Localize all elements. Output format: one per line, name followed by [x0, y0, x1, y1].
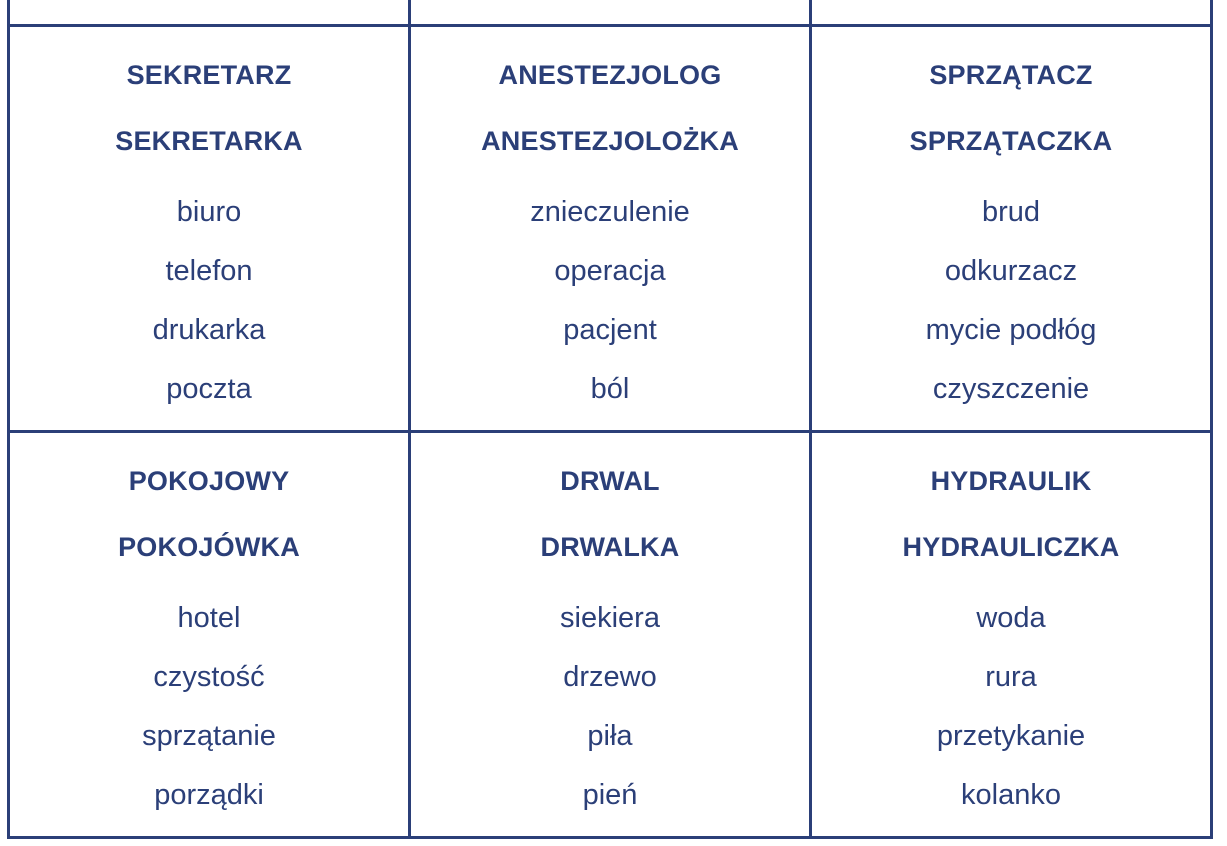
- word-item: biuro: [176, 196, 242, 228]
- masculine-title: SEKRETARZ: [126, 60, 292, 90]
- feminine-title: SPRZĄTACZKA: [909, 126, 1113, 156]
- empty-cell: [811, 0, 1212, 26]
- empty-cell: [9, 0, 410, 26]
- word-item: brud: [981, 196, 1041, 228]
- table-top-strip: [9, 0, 1212, 26]
- word-item: telefon: [165, 255, 253, 287]
- word-list: [10, 589, 408, 825]
- occupation-cell: [410, 26, 811, 432]
- word-list: [411, 589, 809, 825]
- word-item: znieczulenie: [530, 196, 690, 228]
- word-item: rura: [985, 661, 1037, 693]
- word-item: pień: [582, 779, 638, 811]
- occupation-cell: [811, 432, 1212, 838]
- occupation-cell: [410, 432, 811, 838]
- word-item: ból: [590, 373, 630, 405]
- word-item: czyszczenie: [932, 373, 1090, 405]
- feminine-title: SEKRETARKA: [115, 126, 303, 156]
- word-list: [10, 183, 408, 419]
- word-item: drukarka: [152, 314, 266, 346]
- word-list: [812, 183, 1210, 419]
- masculine-title: DRWAL: [560, 466, 660, 496]
- word-item: siekiera: [560, 602, 660, 634]
- feminine-title: ANESTEZJOLOŻKA: [481, 126, 739, 156]
- word-item: drzewo: [563, 661, 657, 693]
- masculine-title: POKOJOWY: [128, 466, 290, 496]
- word-item: przetykanie: [936, 720, 1086, 752]
- word-item: kolanko: [961, 779, 1061, 811]
- occupation-cell: [9, 432, 410, 838]
- word-item: hotel: [177, 602, 241, 634]
- feminine-title: DRWALKA: [540, 532, 680, 562]
- empty-cell: [410, 0, 811, 26]
- word-item: czystość: [153, 661, 265, 693]
- word-item: woda: [976, 602, 1046, 634]
- masculine-title: ANESTEZJOLOG: [498, 60, 722, 90]
- table-row: [9, 432, 1212, 838]
- word-item: pacjent: [563, 314, 657, 346]
- occupations-table: [7, 0, 1213, 839]
- masculine-title: SPRZĄTACZ: [929, 60, 1093, 90]
- feminine-title: POKOJÓWKA: [118, 532, 300, 562]
- word-item: poczta: [166, 373, 252, 405]
- word-list: [812, 589, 1210, 825]
- feminine-title: HYDRAULICZKA: [902, 532, 1120, 562]
- occupation-cell: [9, 26, 410, 432]
- word-item: operacja: [554, 255, 666, 287]
- word-item: porządki: [154, 779, 264, 811]
- occupation-cell: [811, 26, 1212, 432]
- masculine-title: HYDRAULIK: [930, 466, 1092, 496]
- word-item: mycie podłóg: [925, 314, 1097, 346]
- word-item: piła: [587, 720, 633, 752]
- word-item: sprzątanie: [142, 720, 276, 752]
- word-item: odkurzacz: [944, 255, 1078, 287]
- table-row: [9, 26, 1212, 432]
- word-list: [411, 183, 809, 419]
